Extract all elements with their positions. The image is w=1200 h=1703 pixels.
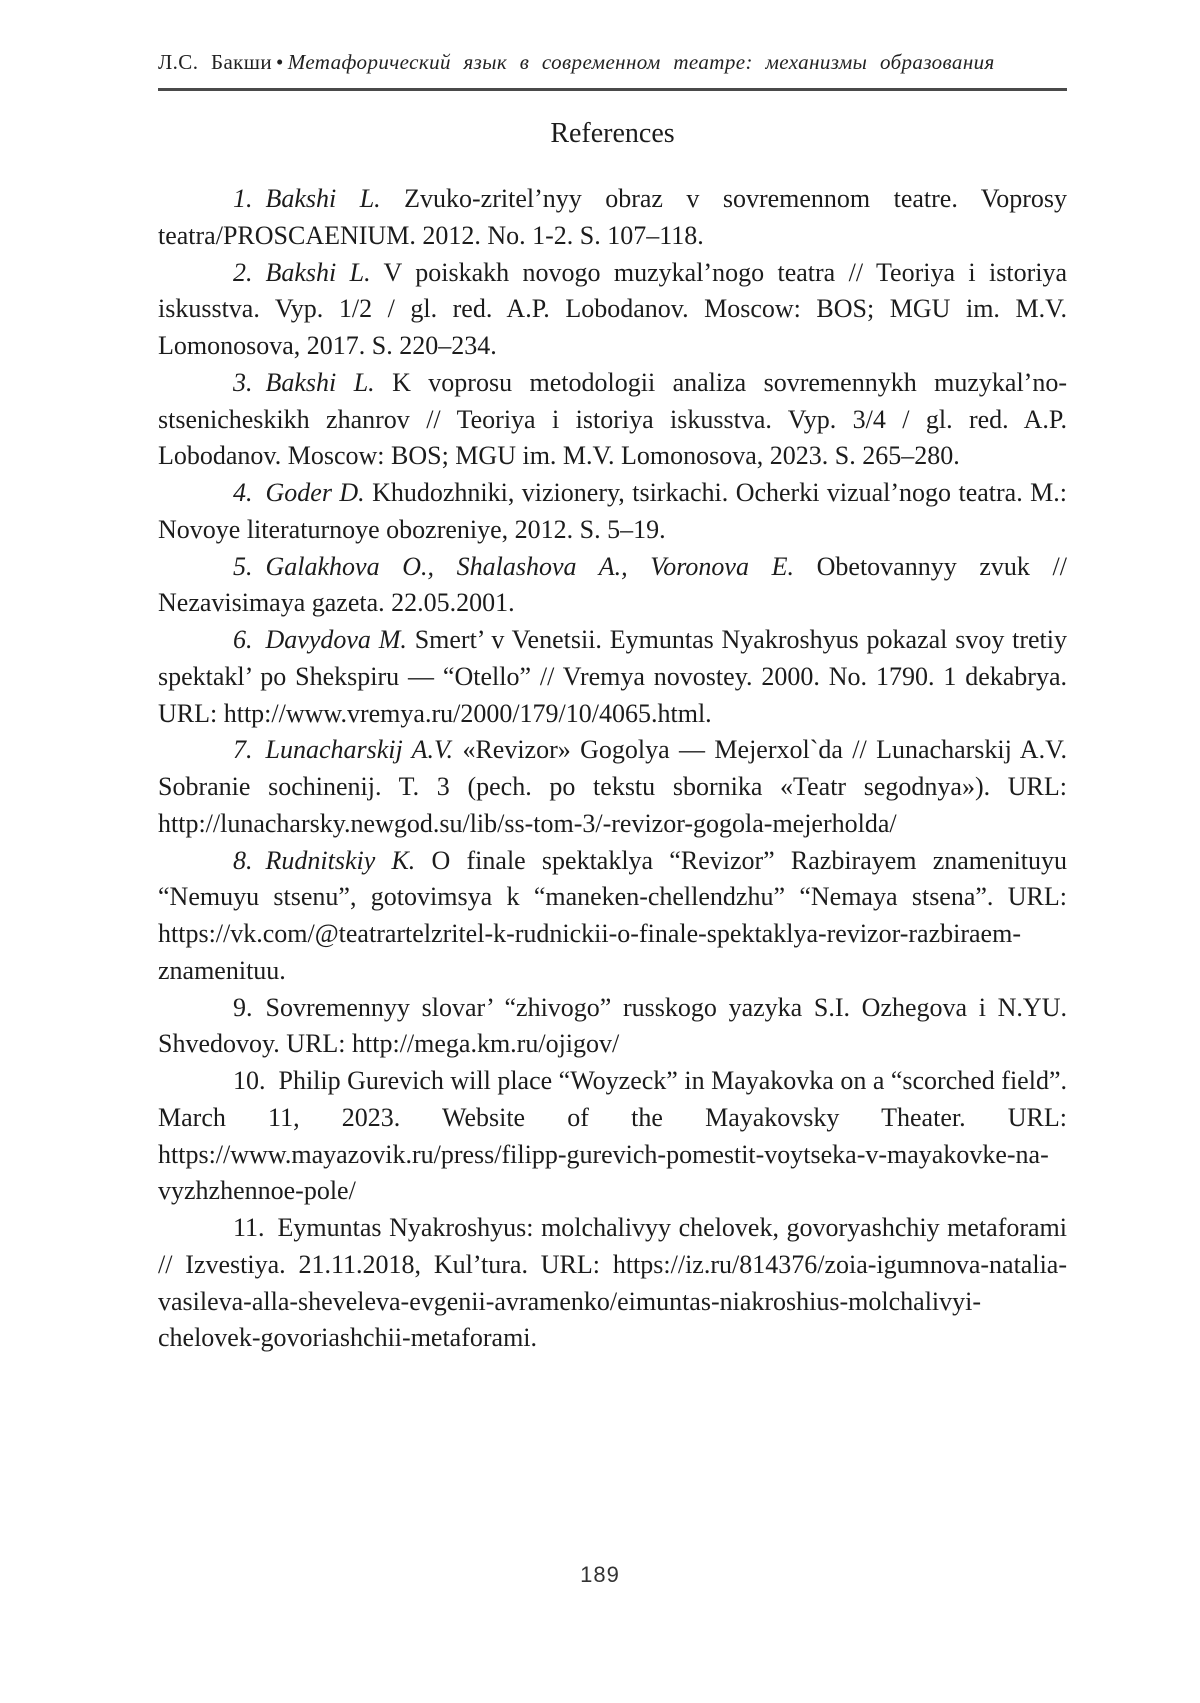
reference-item xyxy=(158,255,1067,365)
bullet-separator: • xyxy=(276,50,284,74)
reference-number: 7. xyxy=(233,735,253,765)
header-rule xyxy=(158,88,1067,91)
reference-number: 10. xyxy=(233,1066,266,1095)
reference-item xyxy=(158,1063,1067,1210)
reference-text: Smert’ v Venetsii. Eymuntas Nyakroshyus pokazal svoy tretiy spektakl’ po Shekspiru — “Otello” // Vremya novostey. 2000. No. 1790. 1 dekabrya. URL: http://www.vremya.ru/2000/179/10/4065.html. xyxy=(158,625,1067,728)
reference-item xyxy=(158,181,1067,255)
reference-item xyxy=(158,622,1067,732)
reference-number: 2. xyxy=(233,257,253,287)
reference-text: «Revizor» Gogolya — Mejerxol`da // Lunacharskij A.V. Sobranie sochinenij. T. 3 (pech. po tekstu sbornika «Teatr segodnya»). URL: http://lunacharsky.newgod.su/lib/ss-tom-3/-revizor-gogola-mejerholda/ xyxy=(158,735,1067,838)
reference-authors: Rudnitskiy K. xyxy=(265,845,416,875)
reference-number: 4. xyxy=(233,478,253,507)
reference-authors: Lunacharskij A.V. xyxy=(265,735,454,765)
running-header-author: Л.С. Бакши xyxy=(158,50,272,74)
reference-number: 8. xyxy=(233,845,253,875)
page-number: 189 xyxy=(580,1562,620,1587)
reference-number: 6. xyxy=(233,625,253,654)
reference-text: O finale spektaklya “Revizor” Razbirayem znamenituyu “Nemuyu stsenu”, gotovimsya k “maneken-chellendzhu” “Nemaya stsena”. URL: https://vk.com/@teatrartelzritel-k-rudnickii-o-finale-spektaklya-revizor-razbiraem-znamenituu. xyxy=(158,845,1068,985)
reference-item xyxy=(158,365,1067,475)
running-header-title: Метафорический язык в современном театре: механизмы образования xyxy=(287,50,995,74)
reference-item xyxy=(158,549,1067,623)
reference-text: V poiskakh novogo muzykal’nogo teatra // Teoriya i istoriya iskusstva. Vyp. 1/2 / gl. red. A.P. Lobodanov. Moscow: BOS; MGU im. M.V. Lomonosova, 2017. S. 220–234. xyxy=(158,257,1067,360)
reference-item xyxy=(158,1210,1067,1357)
reference-item xyxy=(158,475,1067,549)
section-title: References xyxy=(550,118,675,149)
reference-text: Khudozhniki, vizionery, tsirkachi. Ocherki vizual’nogo teatra. M.: Novoye literaturnoye obozreniye, 2012. S. 5–19. xyxy=(158,478,1067,544)
reference-authors: Bakshi L. xyxy=(265,184,381,213)
reference-item xyxy=(158,990,1067,1064)
reference-text: Obetovannyy zvuk // Nezavisimaya gazeta. 22.05.2001. xyxy=(158,551,1067,618)
reference-text: Sovremennyy slovar’ “zhivogo” russkogo yazyka S.I. Ozhegova i N.YU. Shvedovoy. URL: http://mega.km.ru/ojigov/ xyxy=(158,992,1067,1059)
reference-number: 5. xyxy=(233,551,253,581)
reference-authors: Bakshi L. xyxy=(265,367,375,397)
reference-text: Zvuko-zritel’nyy obraz v sovremennom teatre. Voprosy teatra/PROSCAENIUM. 2012. No. 1-2. S. 107–118. xyxy=(158,184,1068,250)
reference-authors: Bakshi L. xyxy=(265,257,371,287)
reference-number: 1. xyxy=(233,184,253,213)
running-header xyxy=(158,50,1067,75)
reference-item xyxy=(158,732,1067,842)
reference-authors: Galakhova O., Shalashova A., Voronova E. xyxy=(265,551,794,581)
reference-item xyxy=(158,843,1067,990)
reference-number: 11. xyxy=(233,1213,265,1242)
reference-authors: Davydova M. xyxy=(265,625,407,654)
reference-text: K voprosu metodologii analiza sovremennykh muzykal’no-stsenicheskikh zhanrov // Teoriya i istoriya iskusstva. Vyp. 3/4 / gl. red. A.P. Lobodanov. Moscow: BOS; MGU im. M.V. Lomonosova, 2023. S. 265–280. xyxy=(158,367,1067,471)
reference-text: Eymuntas Nyakroshyus: molchalivyy chelovek, govoryashchiy metaforami // Izvestiya. 21.11.2018, Kul’tura. URL: https://iz.ru/814376/zoia-igumnova-natalia-vasileva-alla-sheveleva-evgenii-avramenko/eimuntas-niakroshius-molchalivyi-chelovek-govoriashchii-metaforami. xyxy=(158,1213,1067,1353)
references-list xyxy=(158,181,1067,1357)
reference-authors: Goder D. xyxy=(265,478,365,507)
reference-text: Philip Gurevich will place “Woyzeck” in Mayakovka on a “scorched field”. March 11, 2023. Website of the Mayakovsky Theater. URL: https://www.mayazovik.ru/press/filipp-gurevich-pomestit-voytseka-v-mayakovke-na-vyzhzhennoe-pole/ xyxy=(158,1066,1067,1206)
reference-number: 9. xyxy=(233,992,253,1022)
reference-number: 3. xyxy=(233,367,253,397)
